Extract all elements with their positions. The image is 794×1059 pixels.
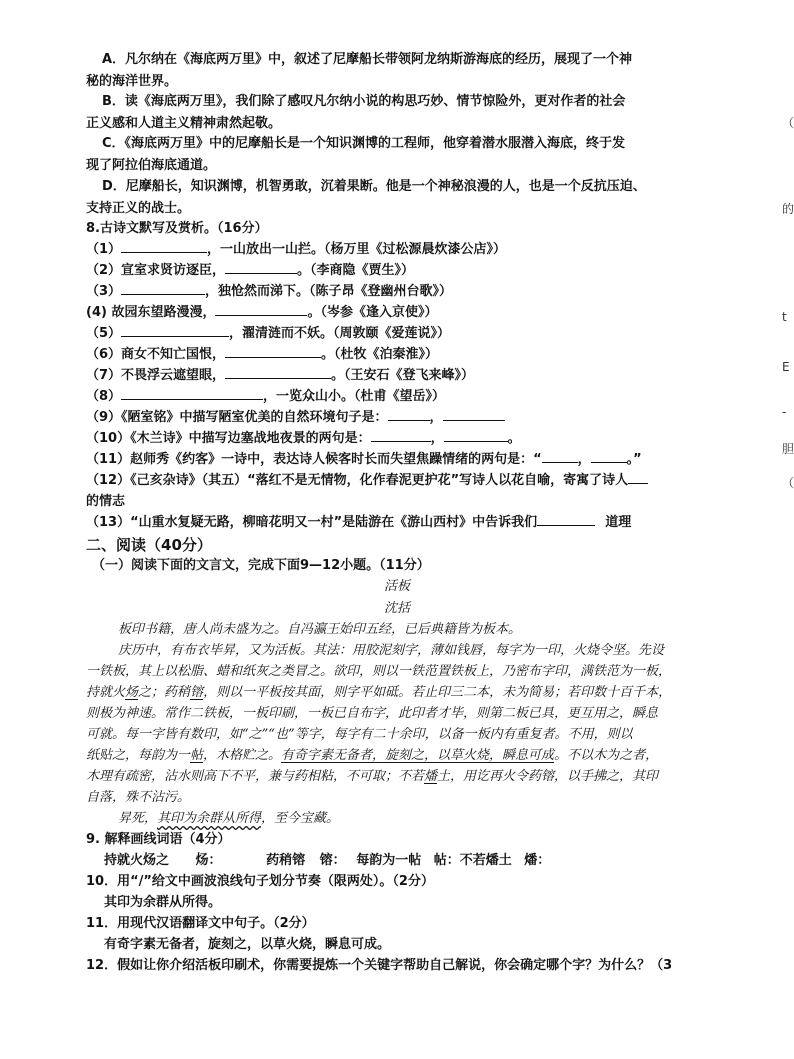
passage-paragraph-1: 板印书籍，唐人尚未盛为之。自冯瀛王始印五经，已后典籍皆为板本。 — [118, 622, 522, 637]
answer-blank[interactable] — [121, 324, 229, 337]
q8-item-7-text: （7）不畏浮云遮望眼， — [86, 368, 226, 383]
passage-text: ，则以一平板按其面，则字平如砥。若止印三二本，未为简易；若印数十百千本， — [203, 685, 672, 700]
q7-option-d-line1: D．尼摩船长，知识渊博，机智勇敢，沉着果断。他是一个神秘浪漫的人，也是一个反抗压迫、 — [102, 179, 646, 194]
q7-option-b-line2: 正义感和人道主义精神肃然起敬。 — [86, 116, 282, 131]
passage-text: 持就火 — [86, 685, 126, 700]
q8-item-5-text: ，濯清涟而不妖。（周敦颐《爱莲说》） — [229, 326, 451, 341]
q10-title: 10．用“/”给文中画波浪线句子划分节奏（限两处）。（2分） — [86, 874, 434, 889]
q8-item-9 — [86, 408, 505, 428]
answer-blank[interactable] — [225, 366, 331, 379]
margin-glyph: （ — [782, 476, 794, 490]
q8-item-1 — [86, 240, 506, 260]
q8-item-11-text: （11）赵师秀《约客》一诗中，表达诗人候客时长而失望焦躁情绪的两句是：“ — [86, 452, 542, 467]
answer-blank[interactable] — [388, 408, 430, 421]
answer-blank[interactable] — [215, 303, 307, 316]
passage-author: 沈括 — [383, 601, 410, 616]
q7-option-a-line1: A．凡尔纳在《海底两万里》中，叙述了尼摩船长带领阿龙纳斯游海底的经历，展现了一个神 — [102, 52, 633, 67]
q7-option-a-line2: 秘的海洋世界。 — [86, 74, 178, 89]
margin-glyph: （ — [782, 116, 794, 130]
margin-glyph: 的 — [782, 202, 794, 216]
q11-title: 11．用现代汉语翻译文中句子。（2分） — [86, 916, 315, 931]
answer-blank[interactable] — [444, 429, 508, 442]
q8-item-10-period: 。 — [507, 431, 521, 446]
section-heading: 二、阅读（40分） — [86, 536, 212, 554]
section-part-instruction: （一）阅读下面的文言文，完成下面9—12小题。（11分） — [92, 558, 430, 573]
q8-item-13-suffix: 道理 — [605, 515, 632, 530]
q8-item-2 — [86, 261, 414, 281]
passage-text: ，木格贮之。 — [203, 748, 282, 763]
passage-text: 。不以木为之者， — [554, 748, 659, 763]
q8-item-7 — [86, 366, 474, 386]
q8-title: 8.古诗文默写及赏析。（16分） — [86, 221, 268, 236]
q8-item-8-label: （8） — [86, 389, 122, 404]
q8-item-12-text: （12）《己亥杂诗》（其五）“落红不是无情物，化作春泥更护花”写诗人以花自喻，寄寓了诗人 — [86, 473, 629, 488]
q8-item-2-text: （2）宣室求贤访逐臣， — [86, 263, 226, 278]
q11-sentence: 有奇字素无备者，旋刻之，以草火烧，瞬息可成。 — [104, 937, 391, 952]
passage-text: 纸贴之，每韵为一 — [86, 748, 191, 763]
q8-item-11 — [86, 450, 642, 470]
passage-line-1: 庆历中，有布衣毕昇，又为活板。其法：用胶泥刻字，薄如钱唇，每字为一印，火烧令坚。先设 — [118, 643, 665, 658]
passage-line-3 — [86, 683, 671, 703]
q7-option-d-line2: 支持正义的战士。 — [86, 201, 191, 216]
answer-blank[interactable] — [225, 345, 321, 358]
q8-item-6-source: 。（杜牧《泊秦淮》） — [321, 347, 439, 362]
q8-item-8-text: ，一览众山小。（杜甫《望岳》） — [263, 389, 446, 404]
passage-text: 木理有疏密，沾水则高下不平，兼与药相粘，不可取；不若 — [86, 769, 425, 784]
underlined-word: 炀 — [125, 685, 139, 700]
passage-text: 土，用讫再火令药镕，以手拂之，其印 — [437, 769, 659, 784]
margin-glyph: 胆 — [782, 442, 794, 456]
underlined-word: 镕 — [190, 685, 204, 700]
q8-item-2-source: 。（李商隐《贾生》） — [297, 263, 415, 278]
underlined-word: 燔 — [424, 769, 438, 784]
answer-blank[interactable] — [537, 513, 595, 526]
q9-word-2: 药稍镕 — [266, 853, 306, 868]
q9-word-3-label: 帖： — [433, 853, 460, 868]
underlined-sentence: 有奇字素无备者，旋刻之，以草火烧，瞬息可成 — [281, 748, 555, 763]
q10-sentence: 其印为余群从所得。 — [104, 895, 222, 910]
q8-item-7-source: 。（王安石《登飞来峰》） — [331, 368, 475, 383]
q8-item-1-label: （1） — [86, 242, 122, 257]
passage-text: ，至今宝藏。 — [261, 811, 340, 826]
passage-line-4: 则极为神速。常作二铁板，一板印刷，一板已自布字，此印者才毕，则第二板已具，更互用之，瞬息 — [86, 706, 659, 721]
passage-line-6 — [86, 746, 658, 766]
answer-blank[interactable] — [628, 471, 648, 484]
q8-item-13-text: （13）“山重水复疑无路，柳暗花明又一村”是陆游在《游山西村》中告诉我们 — [86, 515, 538, 530]
q8-item-3-label: （3） — [86, 284, 122, 299]
passage-line-8: 自落，殊不沾污。 — [86, 790, 191, 805]
passage-text: 之；药稍 — [138, 685, 191, 700]
answer-blank[interactable] — [121, 387, 263, 400]
passage-line-9 — [118, 809, 339, 829]
answer-blank[interactable] — [542, 450, 578, 463]
q8-item-10-comma: ， — [430, 431, 444, 446]
answer-blank[interactable] — [121, 240, 207, 253]
wavy-underlined-sentence: 其印为余群从所得 — [157, 811, 262, 826]
q8-item-9-text: （9）《陋室铭》中描写陋室优美的自然环境句子是： — [86, 410, 388, 425]
q9-word-2-label: 镕： — [319, 853, 346, 868]
q8-item-4-text: (4) 故园东望路漫漫， — [86, 305, 216, 320]
q12-title: 12．假如让你介绍活板印刷术，你需要提炼一个关键字帮助自己解说，你会确定哪个字？为什么？（3 — [86, 958, 673, 973]
margin-glyph: - — [782, 405, 787, 419]
q7-option-c-line2: 现了阿拉伯海底通道。 — [86, 158, 217, 173]
q8-item-3-text: ，独怆然而涕下。（陈子昂《登幽州台歌》） — [205, 284, 453, 299]
q9-word-4: 不若燔土 — [459, 853, 512, 868]
q8-item-6 — [86, 345, 438, 365]
q8-item-3 — [86, 282, 452, 302]
passage-text: 昇死， — [118, 811, 158, 826]
q8-item-5-label: （5） — [86, 326, 122, 341]
answer-blank[interactable] — [371, 429, 431, 442]
q9-word-1: 持就火炀之 — [104, 853, 170, 868]
passage-line-7 — [86, 767, 658, 787]
q8-item-11-close: 。” — [626, 452, 642, 467]
margin-glyph: E — [782, 360, 790, 374]
q8-item-12-line1 — [86, 471, 648, 491]
q8-item-11-comma: ， — [577, 452, 591, 467]
passage-line-2: 一铁板，其上以松脂、蜡和纸灰之类冒之。欲印，则以一铁范置铁板上，乃密布字印，满铁范为一板， — [86, 664, 672, 679]
answer-blank[interactable] — [443, 408, 505, 421]
answer-blank[interactable] — [121, 282, 205, 295]
answer-blank[interactable] — [225, 261, 297, 274]
q9-words — [104, 851, 550, 871]
underlined-word: 帖 — [190, 748, 204, 763]
passage-title: 活板 — [383, 579, 410, 594]
q8-item-10-text: （10）《木兰诗》中描写边塞战地夜景的两句是： — [86, 431, 371, 446]
q8-item-12-line2: 的情志 — [86, 494, 126, 509]
q9-word-1-label: 炀： — [195, 853, 222, 868]
q8-item-13 — [86, 513, 631, 533]
q9-word-4-label: 燔： — [524, 853, 551, 868]
q8-item-10 — [86, 429, 521, 449]
q8-item-8 — [86, 387, 445, 407]
q8-item-9-comma: ， — [429, 410, 443, 425]
margin-glyph: t — [782, 310, 787, 324]
q8-item-4-source: 。（岑参《逢入京使》） — [307, 305, 438, 320]
q9-word-3: 每韵为一帖 — [356, 853, 422, 868]
q8-item-4 — [86, 303, 437, 323]
q9-title: 9. 解释画线词语（4分） — [86, 832, 231, 847]
passage-line-5: 可就。每一字皆有数印，如“之”“也”等字，每字有二十余印，以备一板内有重复者。不用，则以 — [86, 727, 633, 742]
q8-item-5 — [86, 324, 450, 344]
answer-blank[interactable] — [591, 450, 627, 463]
q7-option-c-line1: C．《海底两万里》中的尼摩船长是一个知识渊博的工程师，他穿着潜水服潜入海底，终于发 — [102, 136, 626, 151]
q8-item-1-text: ，一山放出一山拦。（杨万里《过松源晨炊漆公店》） — [207, 242, 507, 257]
q7-option-b-line1: B．读《海底两万里》，我们除了感叹凡尔纳小说的构思巧妙、情节惊险外，更对作者的社会 — [102, 94, 626, 109]
q8-item-6-text: （6）商女不知亡国恨， — [86, 347, 226, 362]
